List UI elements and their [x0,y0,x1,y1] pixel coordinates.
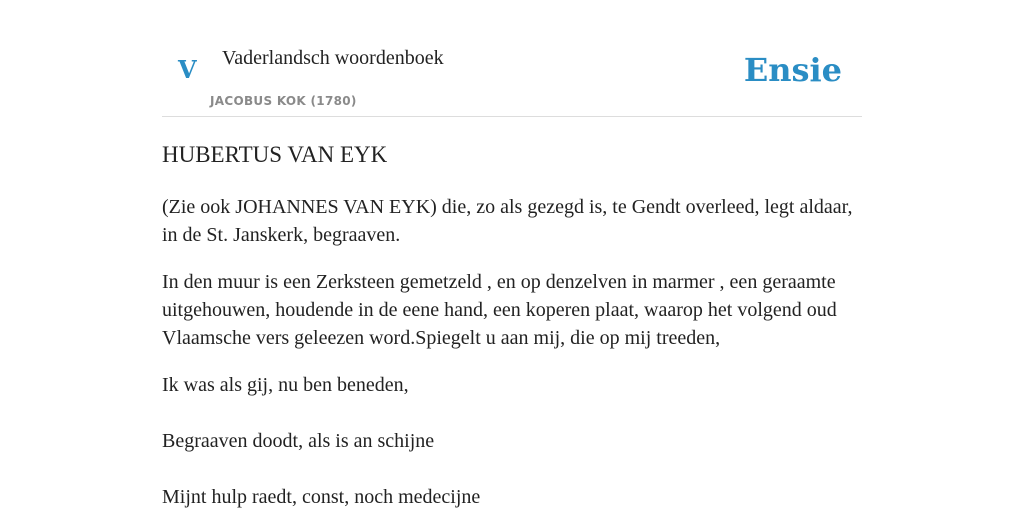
article-paragraph: (Zie ook JOHANNES VAN EYK) die, zo als gezegd is, te Gendt overleed, legt aldaar, in de St. Janskerk, begraaven. [162,196,853,246]
verse-line: Mijnt hulp raedt, const, noch medecijne [162,486,481,508]
verse-line: Ik was als gij, nu ben beneden, [162,374,409,396]
verse-line: Begraaven doodt, als is an schijne [162,430,435,452]
source-title-link[interactable]: Vaderlandsch woordenboek [222,47,444,69]
ensie-logo-link[interactable]: Ensie [743,51,842,89]
article-paragraph: In den muur is een Zerksteen gemetzeld , en op denzelven in marmer , een geraamte uitgehouwen, houdende in de eene hand, een koperen plaat, waarop het volgend oud Vlaamsche vers geleezen word.Spiegelt u aan mij, die op mij treeden, [162,271,837,349]
source-header [162,0,862,117]
entry-title: HUBERTUS VAN EYK [162,142,388,167]
article-content [162,137,862,512]
source-author: JACOBUS KOK (1780) [210,94,357,108]
source-letter-badge[interactable]: V [178,55,197,84]
